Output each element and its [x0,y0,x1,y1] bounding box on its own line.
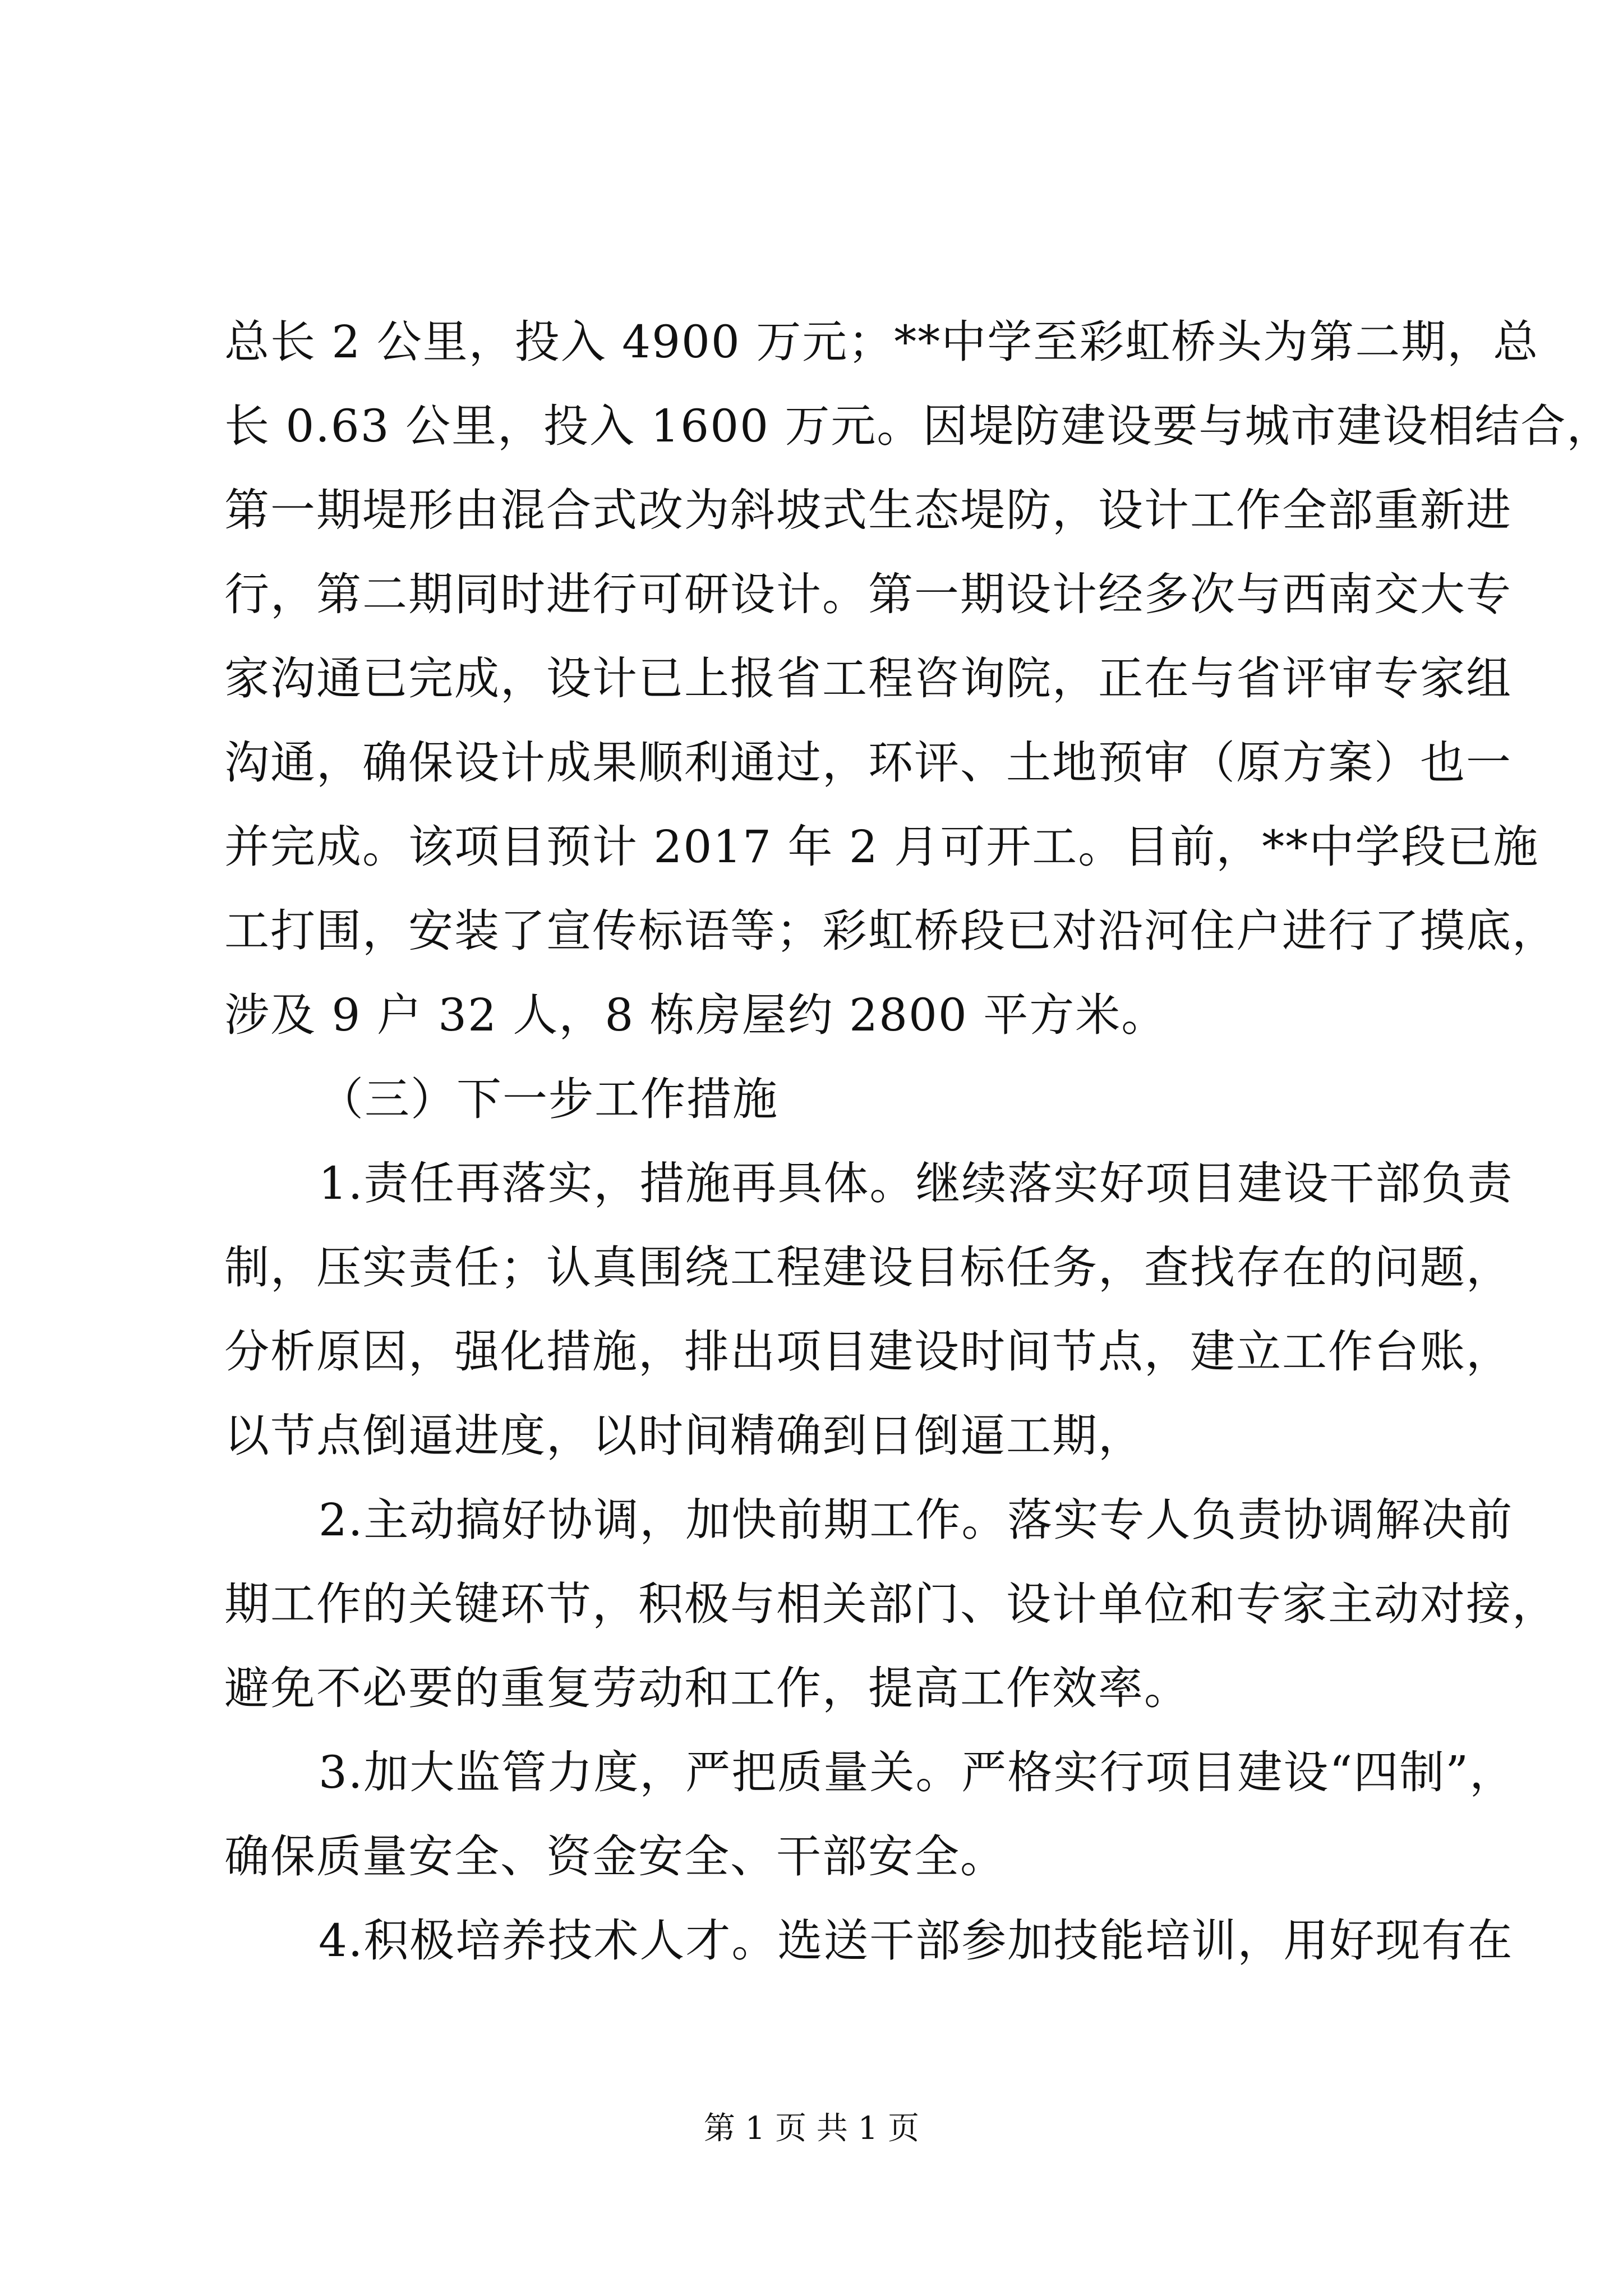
text-line: 2.主动搞好协调，加快前期工作。落实专人负责协调解决前 [319,1494,1514,1546]
text-line: 工打围，安装了宣传标语等；彩虹桥段已对沿河住户进行了摸底， [224,905,1558,957]
document-body [224,300,1613,1983]
text-line: 确保质量安全、资金安全、干部安全。 [224,1830,1006,1883]
text-line: 分析原因，强化措施，排出项目建设时间节点，建立工作台账， [224,1326,1512,1378]
text-line: 期工作的关键环节，积极与相关部门、设计单位和专家主动对接， [224,1578,1558,1630]
text-line: 1.责任再落实，措施再具体。继续落实好项目建设干部负责 [319,1157,1514,1209]
text-line: 总长 2 公里，投入 4900 万元；**中学至彩虹桥头为第二期，总 [224,316,1539,368]
text-line: 第一期堤形由混合式改为斜坡式生态堤防，设计工作全部重新进 [224,484,1512,536]
text-line: 3.加大监管力度，严把质量关。严格实行项目建设“四制”， [319,1746,1516,1798]
page-footer: 第 1 页 共 1 页 [703,2110,920,2147]
text-line: 长 0.63 公里，投入 1600 万元。因堤防建设要与城市建设相结合， [224,400,1613,452]
text-line: 以节点倒逼进度，以时间精确到日倒逼工期， [224,1410,1144,1462]
text-line: 4.积极培养技术人才。选送干部参加技能培训，用好现有在 [319,1915,1514,1967]
text-line: 制，压实责任；认真围绕工程建设目标任务，查找存在的问题， [224,1241,1512,1294]
text-line: 行，第二期同时进行可研设计。第一期设计经多次与西南交大专 [224,568,1512,620]
text-line: 并完成。该项目预计 2017 年 2 月可开工。目前，**中学段已施 [224,821,1539,873]
text-line: 家沟通已完成，设计已上报省工程咨询院，正在与省评审专家组 [224,652,1512,705]
section-heading: （三）下一步工作措施 [319,1073,778,1125]
text-line: 避免不必要的重复劳动和工作，提高工作效率。 [224,1662,1190,1714]
text-line: 涉及 9 户 32 人，8 栋房屋约 2800 平方米。 [224,989,1168,1041]
text-line: 沟通，确保设计成果顺利通过，环评、土地预审（原方案）也一 [224,737,1512,789]
